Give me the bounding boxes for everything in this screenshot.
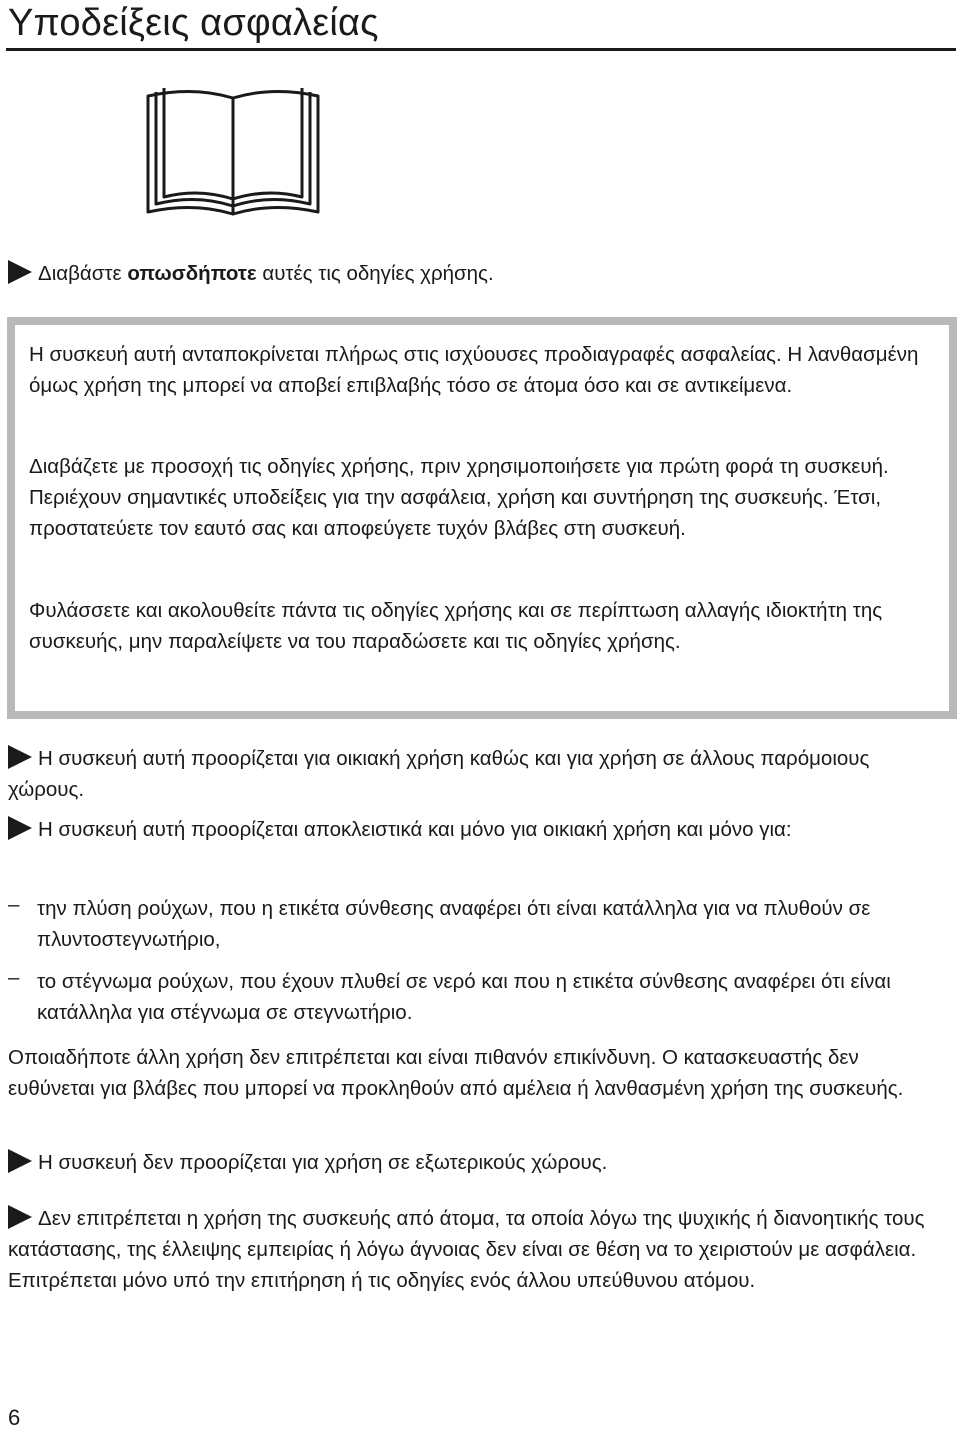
usage-item-drying: το στέγνωμα ρούχων, που έχουν πλυθεί σε νερό και που η ετικέτα σύνθεσης αναφέρει ότι είναι κατάλληλα για στέγνωμα σε στεγνωτήριο. <box>37 970 891 1024</box>
dash-marker: – <box>8 893 20 916</box>
usage-bullet-1: Η συσκευή αυτή προορίζεται για οικιακή χρήση καθώς και για χρήση σε άλλους παρόμοιους χώρους. <box>8 747 870 801</box>
emphasis-word: οπωσδήποτε <box>127 262 257 285</box>
arrow-bullet-icon <box>8 1205 32 1229</box>
safety-notice-box <box>7 317 957 719</box>
usage-bullet-2: Η συσκευή αυτή προορίζεται αποκλειστικά και μόνο για οικιακή χρήση και μόνο για: <box>8 814 943 845</box>
usage-bullet-3: Η συσκευή δεν προορίζεται για χρήση σε εξωτερικούς χώρους. <box>8 1147 943 1178</box>
usage-item-washing: την πλύση ρούχων, που η ετικέτα σύνθεσης αναφέρει ότι είναι κατάλληλα για να πλυθούν σε πλυντοστεγνωτήριο, <box>37 897 871 951</box>
arrow-bullet-icon <box>8 1149 32 1173</box>
title-divider <box>6 48 956 51</box>
notice-paragraph-2: Διαβάζετε με προσοχή τις οδηγίες χρήσης, πριν χρησιμοποιήσετε για πρώτη φορά τη συσκευή. Περιέχουν σημαντικές υποδείξεις για την ασφάλεια, χρήση και συντήρηση της συσκευής. Έτσι, προστατεύετε τον εαυτό σας και αποφεύγετε τυχόν βλάβες στη συσκευή. <box>29 455 889 540</box>
arrow-bullet-icon <box>8 260 32 284</box>
page-title: Υποδείξεις ασφαλείας <box>8 2 379 44</box>
arrow-bullet-icon <box>8 745 32 769</box>
notice-paragraph-1: Η συσκευή αυτή ανταποκρίνεται πλήρως στις ισχύουσες προδιαγραφές ασφαλείας. Η λανθασμένη όμως χρήση της μπορεί να αποβεί επιβλαβής τόσο σε άτομα όσο και σε αντικείμενα. <box>29 343 919 397</box>
usage-bullet-4: Δεν επιτρέπεται η χρήση της συσκευής από άτομα, τα οποία λόγω της ψυχικής ή διανοητικής τους κατάστασης, της έλλειψης εμπειρίας ή λόγω άγνοιας δεν είναι σε θέση να το χειριστούν με ασφάλεια. Επιτρέπεται μόνο υπό την επιτήρηση ή τις οδηγίες ενός άλλου υπεύθυνου ατόμου. <box>8 1207 925 1292</box>
intro-instruction: Διαβάστε οπωσδήποτε αυτές τις οδηγίες χρήσης. <box>8 258 494 289</box>
notice-paragraph-3: Φυλάσσετε και ακολουθείτε πάντα τις οδηγίες χρήσης και σε περίπτωση αλλαγής ιδιοκτήτη της συσκευής, μην παραλείψετε να του παραδώσετε και τις οδηγίες χρήσης. <box>29 599 883 653</box>
open-book-icon <box>138 84 328 224</box>
liability-paragraph: Οποιαδήποτε άλλη χρήση δεν επιτρέπεται και είναι πιθανόν επικίνδυνη. Ο κατασκευαστής δεν ευθύνεται για βλάβες που μπορεί να προκληθούν από αμέλεια ή λανθασμένη χρήση της συσκευής. <box>8 1046 904 1100</box>
page-number: 6 <box>8 1405 21 1430</box>
dash-marker: – <box>8 966 20 989</box>
arrow-bullet-icon <box>8 816 32 840</box>
